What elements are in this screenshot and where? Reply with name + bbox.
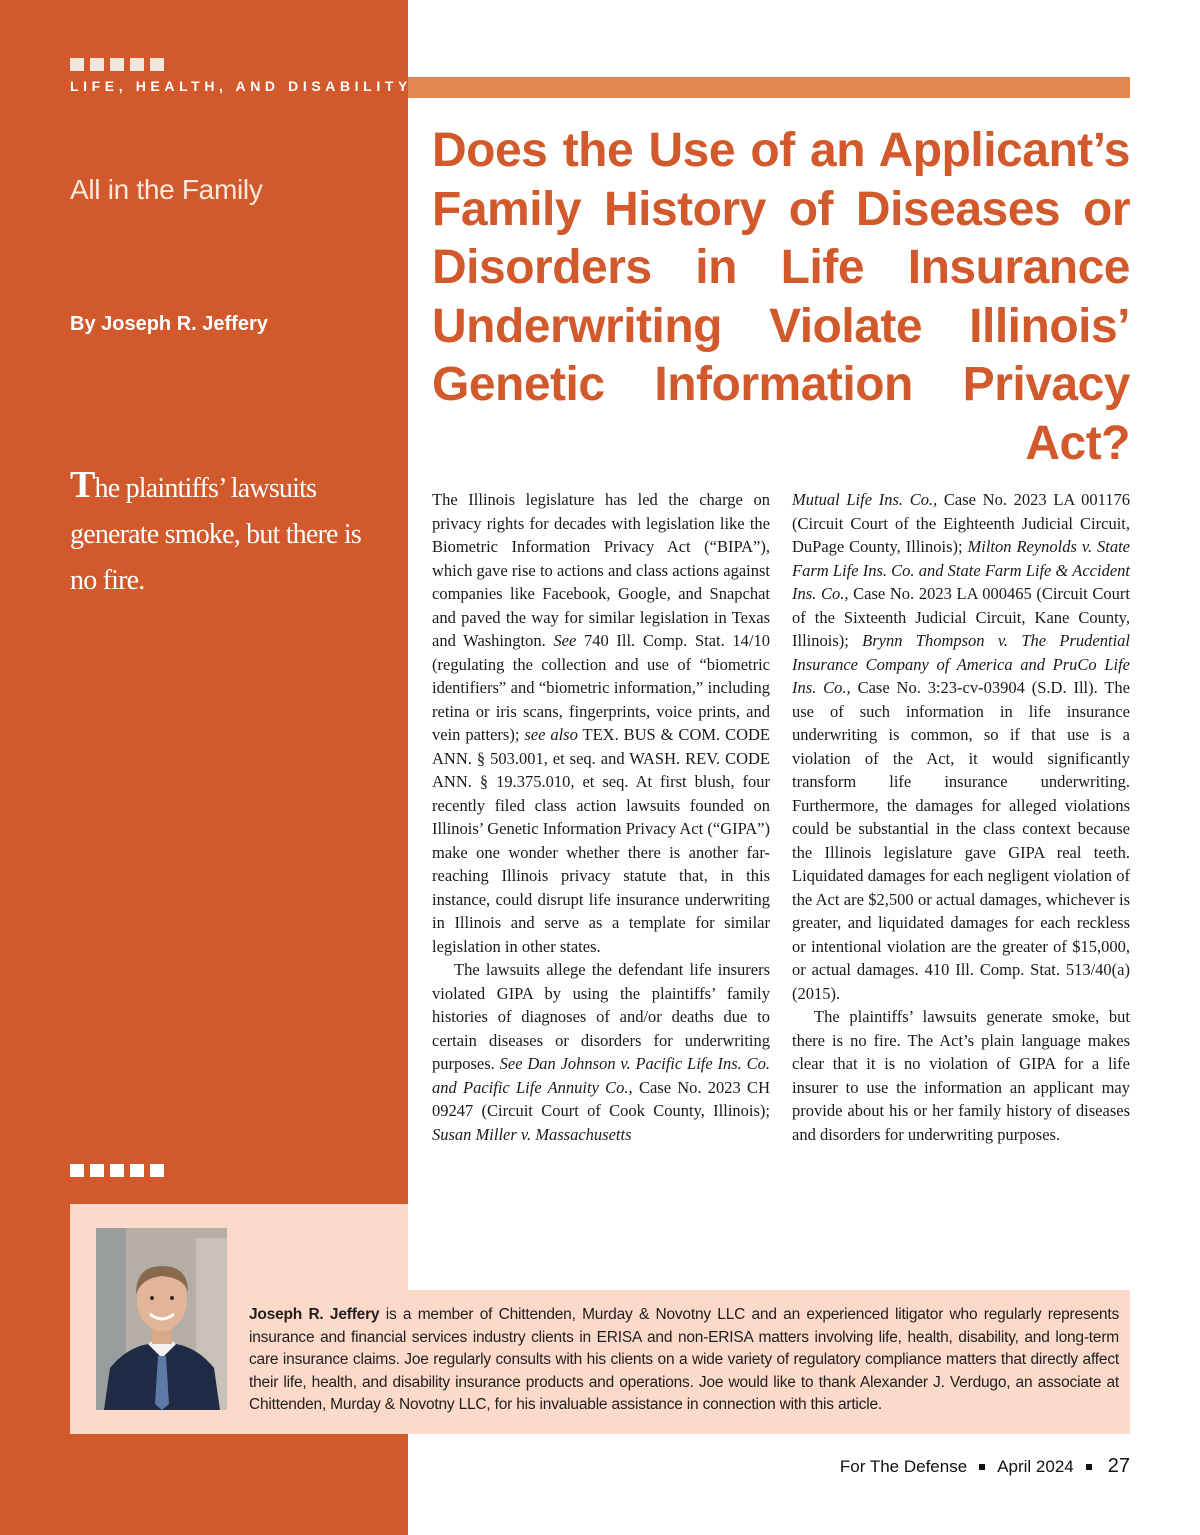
body-paragraph: The lawsuits allege the defendant life insurers violated GIPA by using the plaintiffs’ family histories of diagnoses of and/or deaths due to certain diseases or disorders for underwriting purposes. See Dan Johnson v. Pacific Life Ins. Co. and Pacific Life Annuity Co., Case No. 2023 CH 09247 (Circuit Court of Cook County, Illinois); Susan Miller v. Massachusetts	[432, 960, 771, 1144]
page-footer	[840, 1455, 1130, 1478]
footer-bullet	[979, 1464, 985, 1470]
body-paragraph: The Illinois legislature has led the charge on privacy rights for decades with legislation like the Biometric Information Privacy Act (“BIPA”), which gave rise to actions and class actions against companies like Facebook, Google, and Snapchat and paved the way for similar legislation in Texas and Washington. See 740 Ill. Comp. Stat. 14/10 (regulating the collection and use of “biometric identifiers” and “biometric information,” including retina or iris scans, fingerprints, voice prints, and vein patters); see also TEX. BUS & COM. CODE ANN. § 503.001, et seq. and WASH. REV. CODE ANN. § 19.375.010, et seq. At first blush, four recently filed class action lawsuits founded on Illinois’ Genetic Information Privacy Act (“GIPA”) make one wonder whether there is another far-reaching Illinois privacy statute that, in this instance, could disrupt life insurance underwriting in Illinois and serve as a template for similar legislation in other states.	[432, 490, 771, 956]
body-paragraph: Mutual Life Ins. Co., Case No. 2023 LA 001176 (Circuit Court of the Eighteenth Judicial Circuit, DuPage County, Illinois); Milton Reynolds v. State Farm Life Ins. Co. and State Farm Life & Accident Ins. Co., Case No. 2023 LA 000465 (Circuit Court of the Sixteenth Judicial Circuit, Kane County, Illinois); Brynn Thompson v. The Prudential Insurance Company of America and PruCo Life Ins. Co., Case No. 3:23-cv-03904 (S.D. Ill). The use of such information in life insurance underwriting is common, so if that use is a violation of the Act, it would significantly transform life insurance underwriting. Furthermore, the damages for alleged violations could be substantial in the class context because the Illinois legislature gave GIPA real teeth. Liquidated damages for each negligent violation of the Act are $2,500 or actual damages, whichever is greater, and liquidated damages for each reckless or intentional violation are the greater of $15,000, or actual damages. 410 Ill. Comp. Stat. 513/40(a) (2015).	[792, 490, 1130, 1003]
pull-quote-dropcap: T	[70, 464, 95, 506]
page-number: 27	[1107, 1455, 1130, 1477]
footer-issue: April 2024	[997, 1456, 1074, 1476]
author-bio: Joseph R. Jeffery is a member of Chittenden, Murday & Novotny LLC and an experienced litigator who regularly represents insurance and financial services industry clients in ERISA and non-ERISA matters involving life, health, disability, and long-term care insurance claims. Joe regularly consults with his clients on a wide variety of regulatory compliance matters that directly affect their life, health, and disability insurance products and operations. Joe would like to thank Alexander J. Verdugo, an associate at Chittenden, Murday & Novotny LLC, for his invaluable assistance in connection with this article.	[249, 1306, 1119, 1414]
footer-bullet	[1086, 1464, 1092, 1470]
article-byline: By Joseph R. Jeffery	[70, 313, 268, 335]
body-column-right	[792, 488, 1130, 1146]
article-kicker: All in the Family	[70, 174, 263, 205]
body-paragraph: The plaintiffs’ lawsuits generate smoke, but there is no fire. The Act’s plain language makes clear that it is no violation of GIPA for a life insurer to use the information an applicant may provide about his or her family history of diseases and disorders for underwriting purposes.	[792, 1007, 1130, 1144]
article-headline: Does the Use of an Applicant’s Family History of Diseases or Disorders in Life Insurance Underwriting Violate Illinois’ Genetic Information Privacy Act?	[432, 124, 1130, 470]
body-column-left	[432, 488, 770, 1146]
pull-quote-text: he plaintiffs’ lawsuits generate smoke, but there is no fire.	[70, 473, 361, 596]
section-label: LIFE, HEALTH, AND DISABILITY	[70, 78, 412, 94]
decorative-squares-bottom	[70, 1164, 164, 1177]
author-photo	[96, 1228, 227, 1410]
pull-quote	[70, 462, 370, 604]
section-rule	[408, 77, 1130, 98]
author-name: Joseph R. Jeffery	[249, 1306, 380, 1323]
decorative-squares-top	[70, 58, 164, 71]
footer-publication: For The Defense	[839, 1456, 968, 1476]
